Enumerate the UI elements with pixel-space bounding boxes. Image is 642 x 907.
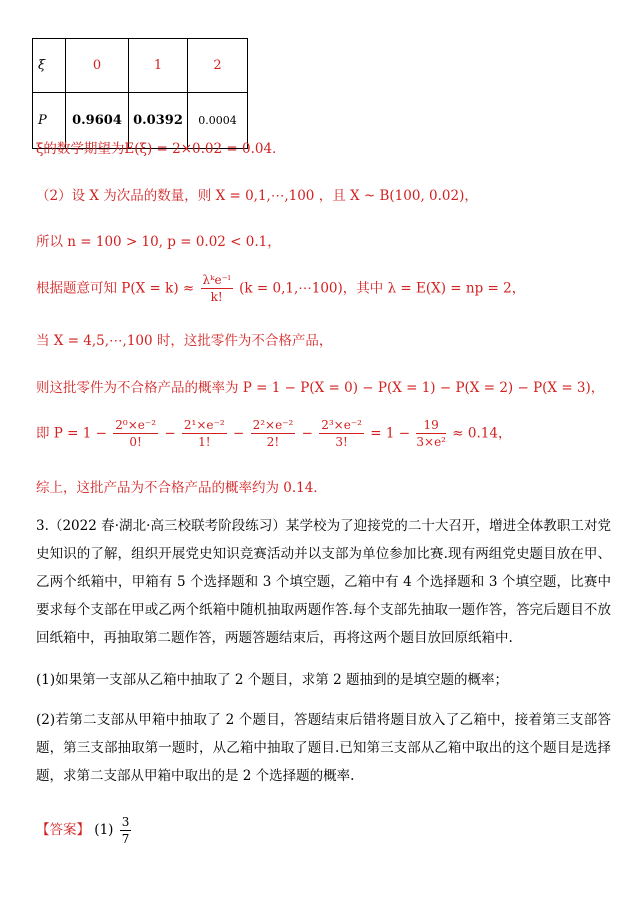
calc-fraction: $\frac{\text{2²×e⁻²}}{2!}$ — [252, 418, 294, 450]
calc-fraction: $\frac{\text{2³×e⁻²}}{3!}$ — [321, 418, 362, 450]
problem-3-question-1: (1)如果第一支部从乙箱中抽取了 2 个题目，求第 2 题抽到的是填空题的概率； — [36, 672, 508, 688]
poisson-suffix: (k = 0,1,⋯100)，其中 λ = E(X) = np = 2， — [239, 280, 526, 297]
answer-denominator: 7 — [121, 832, 130, 846]
answer-label: 【答案】 — [36, 822, 90, 838]
table-cell: 0.0004 — [188, 93, 248, 149]
defective-condition-line: 当 X = 4,5,⋯,100 时，这批零件为不合格产品， — [36, 333, 333, 349]
distribution-table — [32, 38, 248, 149]
table-cell: P — [33, 93, 66, 149]
poisson-numerator: λᵏe⁻ˡ — [201, 273, 233, 289]
calc-result-fraction: $\frac{19}{\text{3×e²}}$ — [416, 418, 446, 450]
calc-fraction: $\frac{\text{2⁰×e⁻²}}{0!}$ — [115, 418, 157, 450]
table-cell: 2 — [188, 39, 248, 93]
expectation-line: ξ的数学期望为E(ξ) = 2×0.02 = 0.04． — [36, 141, 286, 157]
calc-prefix: 即 P = 1 − — [36, 425, 107, 442]
table-row — [33, 39, 248, 93]
table-cell: 0.9604 — [66, 93, 129, 149]
poisson-approx-line — [36, 273, 525, 305]
answer-fraction — [120, 815, 132, 846]
calc-one: = 1 − — [370, 425, 411, 442]
calc-fraction: $\frac{\text{2¹×e⁻²}}{1!}$ — [183, 418, 225, 450]
table-cell: 1 — [129, 39, 188, 93]
table-cell: ξ — [33, 39, 66, 93]
calc-suffix: ≈ 0.14， — [452, 425, 512, 442]
table-cell: 0 — [66, 39, 129, 93]
n-p-condition-line: 所以 n = 100 > 10, p = 0.02 < 0.1， — [36, 234, 281, 250]
answer-part: (1) — [94, 822, 114, 838]
table-cell: 0.0392 — [129, 93, 188, 149]
calculation-line: 即 P = 1 − $\frac{\text{2⁰×e⁻²}}{0!}$ − $\frac{\text{2¹×e⁻²}}{1!}$ − $\frac{\text{2²×e⁻²}}{2!}$ − $\frac{\text{2³×e⁻²}}{3!}$ = 1 − $\frac{19}{\text{3×e²}}$ ≈ 0.14， — [36, 418, 512, 450]
poisson-prefix: 根据题意可知 P(X = k) ≈ — [36, 280, 195, 297]
part2-intro-line: （2）设 X 为次品的数量，则 X = 0,1,⋯,100 ，且 X ~ B(100, 0.02)， — [36, 188, 478, 204]
poisson-denominator: k! — [210, 290, 223, 305]
answer-line — [36, 815, 133, 846]
probability-expression-line: 则这批零件为不合格产品的概率为 P = 1 − P(X = 0) − P(X = 1) − P(X = 2) − P(X = 3)， — [36, 380, 605, 396]
poisson-fraction — [201, 273, 233, 305]
answer-numerator: 3 — [121, 815, 130, 829]
problem-3-statement: 3.（2022 春·湖北·高三校联考阶段练习）某学校为了迎接党的二十大召开，增进全体教职工对党史知识的了解，组织开展党史知识竞赛活动并以支部为单位参加比赛.现有两组党史题目放在甲、乙两个纸箱中，甲箱有 5 个选择题和 3 个填空题，乙箱中有 4 个选择题和 3 个填空题，比赛中要求每个支部在甲或乙两个纸箱中随机抽取两题作答.每个支部先抽取一题作答，答完后题目不放回纸箱中，再抽取第二题作答，两题答题结束后，再将这两个题目放回原纸箱中. — [36, 518, 611, 646]
problem-3-question-2: (2)若第二支部从甲箱中抽取了 2 个题目，答题结束后错将题目放入了乙箱中，接着第三支部答题，第三支部抽取第一题时，从乙箱中抽取了题目.已知第三支部从乙箱中取出的这个题目是选择题，求第二支部从甲箱中取出的是 2 个选择题的概率. — [36, 712, 611, 784]
conclusion-line: 综上，这批产品为不合格产品的概率约为 0.14． — [36, 480, 327, 496]
